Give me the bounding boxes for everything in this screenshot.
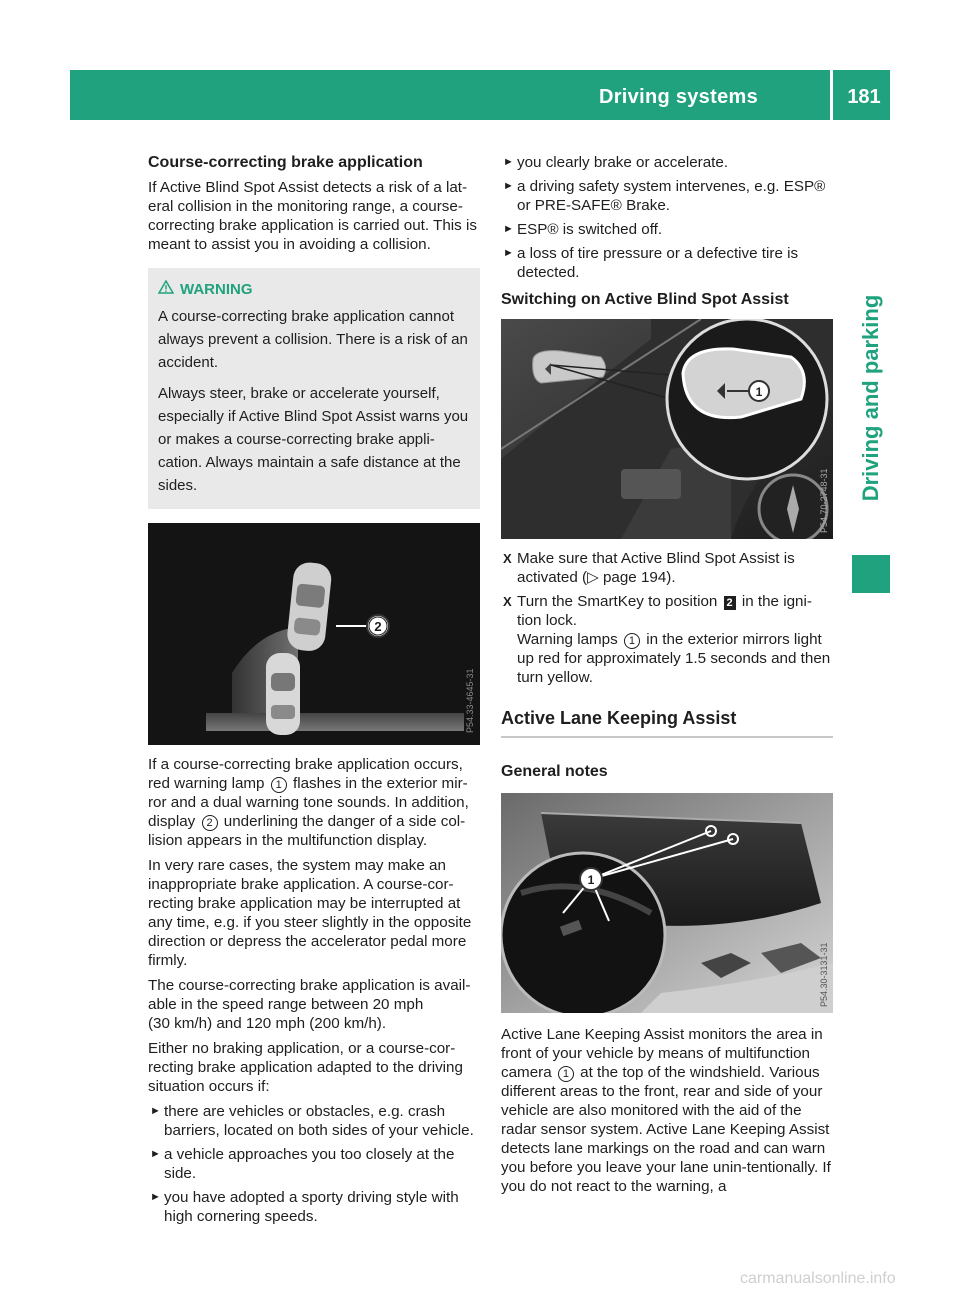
list-item: ► a loss of tire pressure or a defective tire is detected.	[503, 245, 799, 281]
intro-paragraph: If Active Blind Spot Assist detects a risk of a lat-eral collision in the monitoring range, a course-correcting brake application is carried out. This is meant to assist you in avoiding a collision.	[148, 179, 477, 253]
list-item: ► a driving safety system intervenes, e.g. ESP® or PRE-SAFE® Brake.	[503, 178, 826, 214]
warning-triangle-icon	[158, 278, 174, 301]
position-2-icon: 2	[724, 596, 736, 610]
callout-1-icon: 1	[271, 777, 287, 793]
paragraph-occurs: If a course-correcting brake application occurs, red warning lamp 1 flashes in the exterior mir-ror and a dual warning tone sounds. In addition, display 2 underlining the danger of a side col-lision appears in the multifunction display.	[148, 756, 469, 849]
heading-general-notes: General notes	[501, 763, 608, 780]
section-divider	[501, 736, 833, 738]
step-item: X Turn the SmartKey to position 2 in the igni-tion lock. Warning lamps 1 in the exterior mirrors light up red for approximately 1.5 seconds and then turn yellow.	[503, 593, 831, 686]
illustration-vehicles	[148, 523, 480, 745]
header-divider	[830, 70, 833, 120]
warning-text-1: A course-correcting brake application cannot always prevent a collision. There is a risk of an accident.	[158, 308, 468, 371]
paragraph-availability: The course-correcting brake application is avail-able in the speed range between 20 mph (30 km/h) and 120 mph (200 km/h).	[148, 977, 471, 1032]
list-item: ► a vehicle approaches you too closely at the side.	[150, 1146, 455, 1182]
right-column	[501, 153, 833, 1202]
warning-label: WARNING	[180, 281, 253, 298]
figure3-callout: 1	[587, 873, 595, 887]
paragraph-rare-cases: In very rare cases, the system may make an inappropriate brake application. A course-cor-recting brake application may be interrupted at any time, e.g. if you steer slightly in the opposite direction or depress the accelerator pedal more firmly.	[148, 857, 472, 969]
figure2-code: P54.70-2748-31	[819, 468, 829, 533]
warning-header	[158, 278, 472, 301]
steps-list	[501, 549, 833, 687]
left-bullet-list	[148, 1102, 480, 1226]
page-number: 181	[847, 86, 881, 108]
figure1-callout: 2	[374, 619, 382, 634]
side-tab-label: Driving and parking	[858, 294, 883, 502]
step-item: X Make sure that Active Blind Spot Assist is activated (▷ page 194).	[503, 550, 795, 586]
list-item: ► there are vehicles or obstacles, e.g. crash barriers, located on both sides of your vehicle.	[150, 1103, 474, 1139]
figure-brake-application	[148, 523, 480, 745]
heading-course-correcting: Course-correcting brake application	[148, 154, 423, 171]
figure3-code: P54.30-3131-31	[819, 942, 829, 1007]
section-title: Driving systems	[598, 86, 758, 108]
paragraph-lane-keeping: Active Lane Keeping Assist monitors the area in front of your vehicle by means of multifunction camera 1 at the top of the windshield. Various different areas to the front, rear and side of your vehicle are also monitored with the aid of the radar sensor system. Active Lane Keeping Assist detects lane markings on the road and can warn you before you leave your lane unin-tentionally. If you do not react to the warning, a	[501, 1026, 831, 1195]
figure-mirror-lamp	[501, 319, 833, 539]
warning-box	[148, 268, 480, 509]
illustration-windshield	[501, 793, 833, 1013]
figure-camera	[501, 793, 833, 1013]
callout-1-icon: 1	[624, 633, 640, 649]
right-bullet-list	[501, 153, 833, 282]
paragraph-conditions: Either no braking application, or a course-cor-recting brake application adapted to the driving situation occurs if:	[148, 1040, 463, 1095]
header-bar	[70, 70, 890, 120]
illustration-mirror	[501, 319, 833, 539]
heading-lane-keeping: Active Lane Keeping Assist	[501, 708, 737, 728]
list-item: ► you clearly brake or accelerate.	[503, 154, 729, 171]
left-column	[148, 153, 480, 1232]
list-item: ► ESP® is switched off.	[503, 221, 663, 238]
figure1-code: P54.33-4645-31	[465, 668, 475, 733]
side-tab	[848, 268, 894, 528]
warning-text-2: Always steer, brake or accelerate yourself, especially if Active Blind Spot Assist warns you or makes a course-correcting brake appli-cation. Always maintain a safe distance at the sides.	[158, 385, 469, 494]
callout-1-icon: 1	[558, 1066, 574, 1082]
list-item: ► you have adopted a sporty driving style with high cornering speeds.	[150, 1189, 459, 1225]
callout-2-icon: 2	[202, 815, 218, 831]
footer-watermark: carmanualsonline.info	[740, 1270, 896, 1287]
heading-switching-on: Switching on Active Blind Spot Assist	[501, 291, 789, 308]
side-tab-marker	[852, 555, 890, 593]
figure2-callout: 1	[755, 385, 763, 399]
